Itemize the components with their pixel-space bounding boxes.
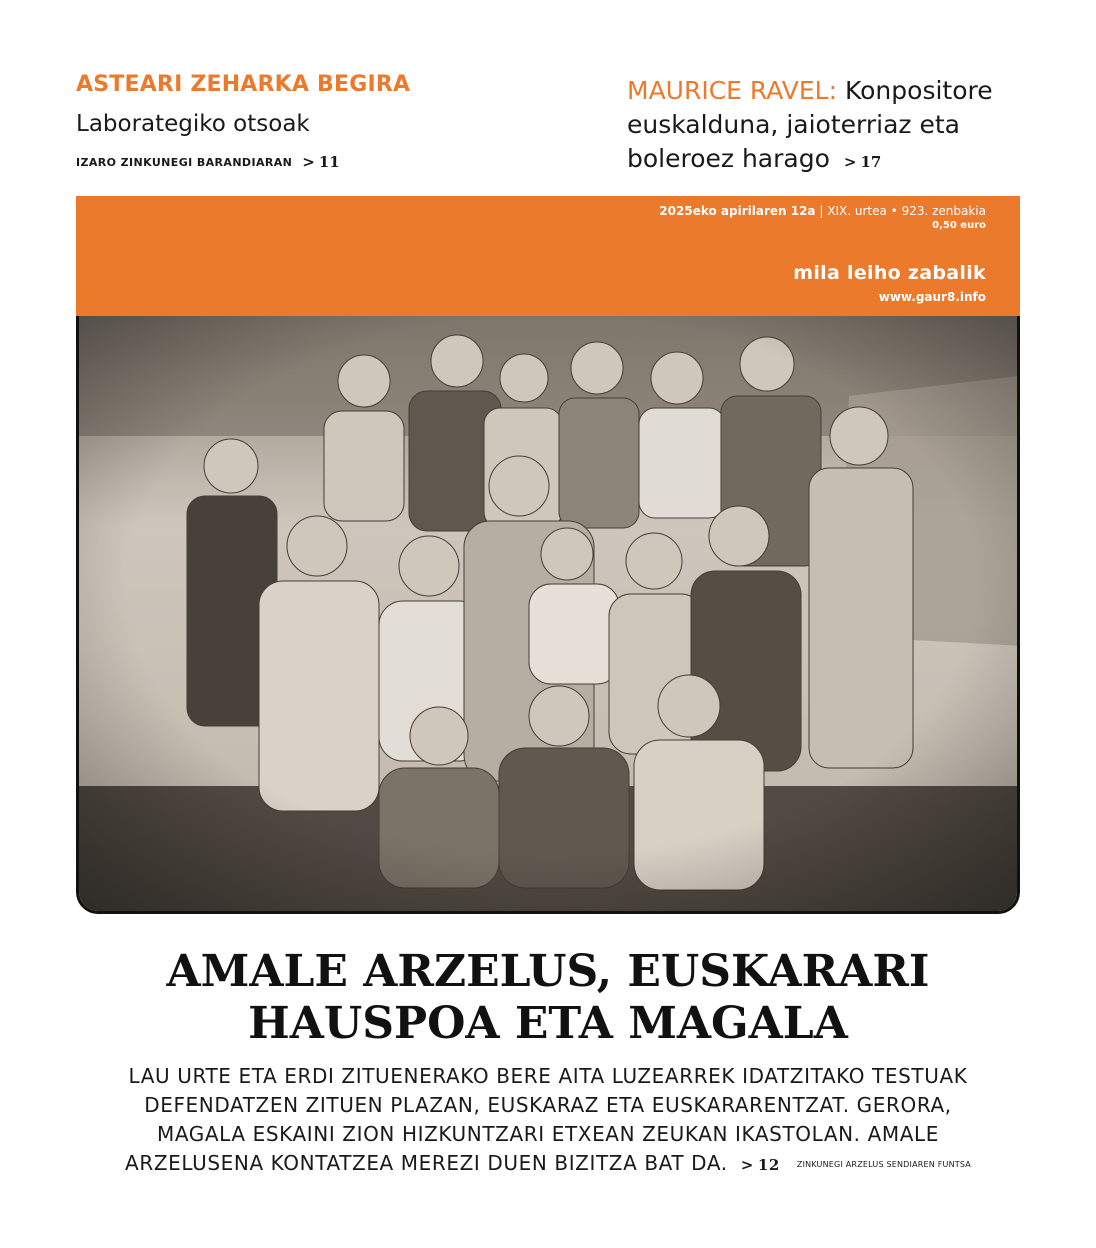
lede-line-4: ARZELUSENA KONTATZEA MEREZI DUEN BIZITZA BAT DA. (125, 1151, 728, 1175)
teaser-right-text[interactable] (627, 74, 1047, 179)
chevron-right-icon: > (302, 153, 315, 171)
teaser-left-byline-row (76, 153, 556, 171)
teaser-right-title: Konpositore euskalduna, jaioterriaz eta boleroez harago (627, 76, 993, 173)
teaser-left-kicker: ASTEARI ZEHARKA BEGIRA (76, 72, 411, 97)
teaser-left-title[interactable]: Laborategiko otsoak (76, 111, 310, 137)
group-photo-icon (79, 316, 1020, 914)
headline-line-2: HAUSPOA ETA MAGALA (248, 998, 848, 1049)
issue-price: 0,50 euro (932, 220, 986, 231)
chevron-right-icon: > (740, 1156, 754, 1174)
teaser-right-page-number: 17 (860, 153, 882, 171)
issue-bullet: • (890, 204, 898, 218)
masthead-slogan: mila leiho zabalik (793, 262, 986, 284)
cover-photo (76, 316, 1020, 914)
teaser-right-page-ref[interactable] (844, 145, 881, 179)
issue-year: XIX. urtea (827, 204, 887, 218)
lede-page-number: 12 (757, 1156, 780, 1174)
teaser-right[interactable] (627, 74, 1047, 179)
photo-credit: ZINKUNEGI ARZELUS SENDIAREN FUNTSA (796, 1160, 971, 1169)
lede-line-1: LAU URTE ETA ERDI ZITUENERAKO BERE AITA LUZEARREK IDATZITAKO TESTUAK (128, 1064, 968, 1088)
masthead (76, 196, 1020, 316)
teaser-left-page-ref[interactable] (302, 153, 339, 171)
chevron-right-icon: > (843, 153, 857, 171)
headline-line-1: AMALE ARZELUS, EUSKARARI (166, 946, 930, 997)
main-headline[interactable] (0, 946, 1096, 1050)
issue-date: 2025eko apirilaren 12a (659, 204, 816, 218)
issue-line (659, 204, 986, 218)
lede-line-2: DEFENDATZEN ZITUEN PLAZAN, EUSKARAZ ETA EUSKARARENTZAT. GERORA, (144, 1093, 952, 1117)
lede-line-3: MAGALA ESKAINI ZION HIZKUNTZARI ETXEAN ZEUKAN IKASTOLAN. AMALE (156, 1122, 939, 1146)
teaser-left-page-number: 11 (318, 153, 340, 171)
lede (0, 1062, 1096, 1180)
issue-separator: | (819, 204, 824, 218)
lede-page-ref[interactable] (741, 1151, 780, 1180)
lede-line-4-row (0, 1149, 1096, 1180)
masthead-website-link[interactable]: www.gaur8.info (878, 290, 986, 304)
issue-number: 923. zenbakia (901, 204, 986, 218)
teaser-left[interactable] (76, 72, 556, 171)
teaser-right-kicker: MAURICE RAVEL: (627, 76, 838, 105)
teaser-left-byline: IZARO ZINKUNEGI BARANDIARAN (76, 155, 293, 169)
